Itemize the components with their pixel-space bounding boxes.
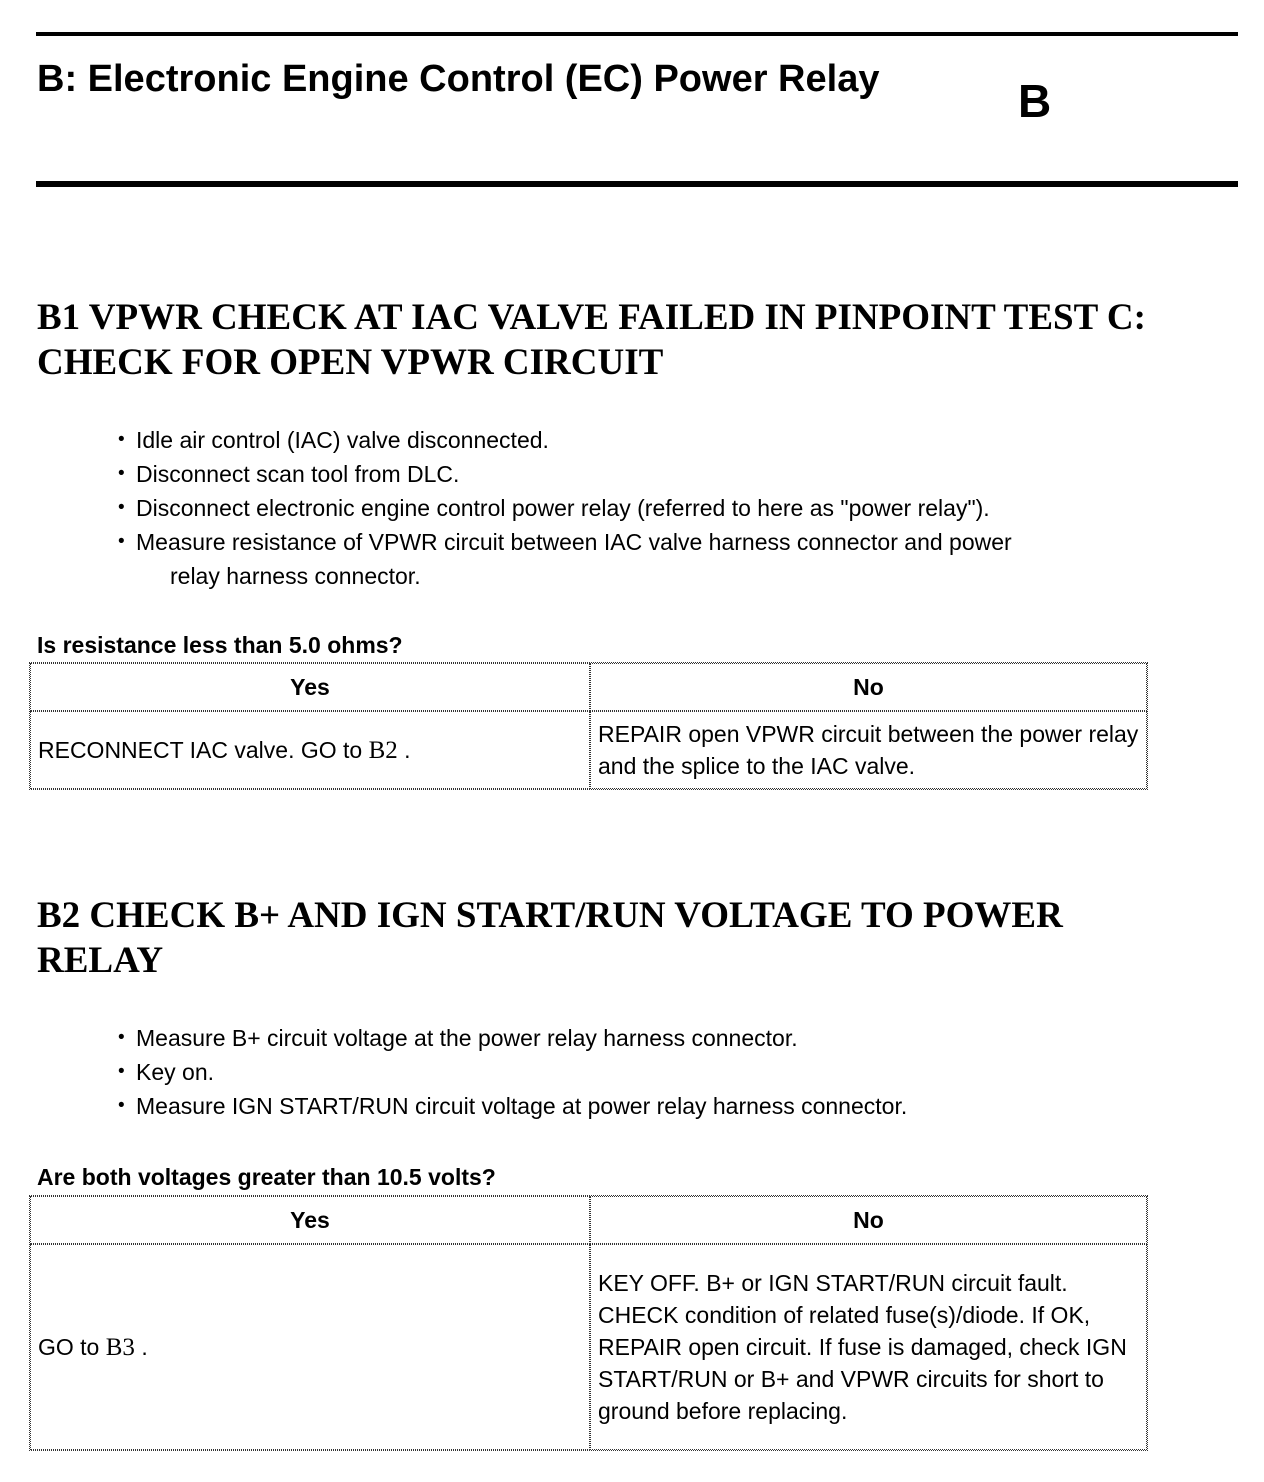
no-column-header: No (590, 663, 1147, 711)
yes-action-cell: GO to B3 . (30, 1244, 590, 1450)
list-item: • Disconnect scan tool from DLC. (118, 457, 1218, 491)
header-bottom-rule (36, 181, 1238, 187)
yes-column-header: Yes (30, 663, 590, 711)
step-b2-result-table (29, 1195, 1148, 1451)
list-item: • Measure B+ circuit voltage at the power relay harness connector. (118, 1021, 1218, 1055)
step-b2-heading-line1: B2 CHECK B+ AND IGN START/RUN VOLTAGE TO POWER (37, 895, 1063, 936)
no-action-cell: KEY OFF. B+ or IGN START/RUN circuit fault. CHECK condition of related fuse(s)/diode. If OK, REPAIR open circuit. If fuse is damaged, check IGN START/RUN or B+ and VPWR circuits for short to ground before replacing. (590, 1244, 1147, 1450)
header-top-rule (36, 32, 1238, 36)
step-b1-heading-line1: B1 VPWR CHECK AT IAC VALVE FAILED IN PINPOINT TEST C: (37, 297, 1146, 338)
page-title: B: Electronic Engine Control (EC) Power Relay (37, 58, 880, 100)
no-action-cell: REPAIR open VPWR circuit between the power relay and the splice to the IAC valve. (590, 711, 1147, 789)
step-b2-heading-line2: RELAY (37, 940, 164, 981)
section-letter-badge: B (1018, 75, 1052, 127)
list-item: • Disconnect electronic engine control power relay (referred to here as "power relay"). (118, 491, 1218, 525)
bullet-icon: • (118, 463, 125, 484)
goto-b2-link[interactable]: B2 (368, 736, 398, 764)
bullet-icon: • (118, 429, 125, 450)
list-item: • Idle air control (IAC) valve disconnected. (118, 423, 1218, 457)
yes-action-cell: RECONNECT IAC valve. GO to B2 . (30, 711, 590, 789)
step-b1-heading (37, 295, 1247, 385)
list-item: • Measure resistance of VPWR circuit between IAC valve harness connector and power relay harness connector. (118, 525, 1218, 593)
goto-b3-link[interactable]: B3 (105, 1333, 135, 1361)
step-b2-heading (37, 893, 1247, 983)
list-item: • Measure IGN START/RUN circuit voltage at power relay harness connector. (118, 1089, 1218, 1123)
step-b1-question: Is resistance less than 5.0 ohms? (37, 632, 403, 658)
bullet-icon: • (118, 497, 125, 518)
yes-column-header: Yes (30, 1196, 590, 1244)
bullet-icon: • (118, 1095, 125, 1116)
bullet-icon: • (118, 1061, 125, 1082)
bullet-icon: • (118, 531, 125, 552)
step-b2-instructions (118, 1021, 1218, 1123)
no-column-header: No (590, 1196, 1147, 1244)
bullet-icon: • (118, 1027, 125, 1048)
step-b1-heading-line2: CHECK FOR OPEN VPWR CIRCUIT (37, 342, 664, 383)
step-b1-instructions (118, 423, 1218, 593)
step-b1-result-table (29, 662, 1148, 790)
step-b2-question: Are both voltages greater than 10.5 volts? (37, 1164, 496, 1190)
list-item: • Key on. (118, 1055, 1218, 1089)
